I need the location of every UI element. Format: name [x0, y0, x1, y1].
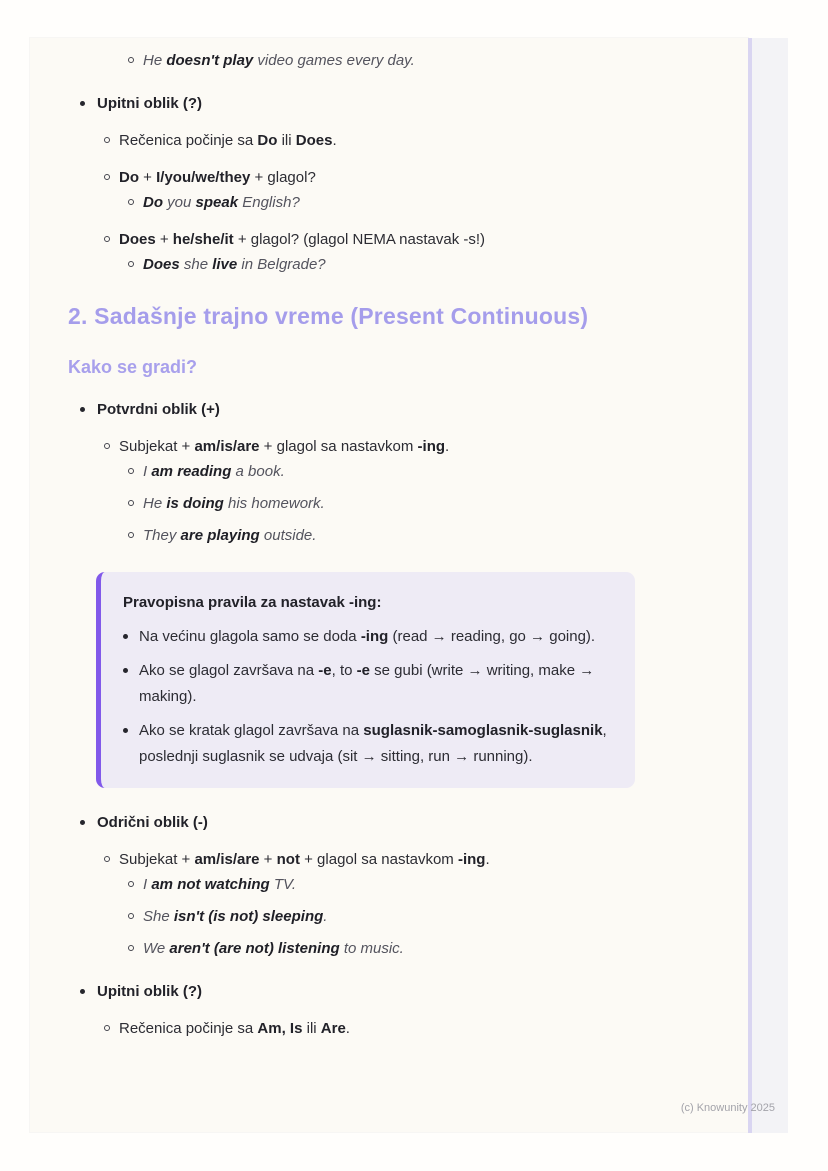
bullet-text: Potvrdni oblik (+) — [97, 401, 220, 418]
bullet-dot-icon — [80, 101, 85, 106]
callout-item — [123, 658, 609, 710]
bullet-dot-icon — [123, 668, 128, 673]
example-text: She isn't (is not) sleeping. — [143, 908, 328, 925]
bullet-circle-icon — [128, 945, 134, 951]
callout-title: Pravopisna pravila za nastavak -ing: — [123, 594, 382, 611]
rule-text: Does + he/she/it + glagol? (glagol NEMA nastavak -s!) — [119, 231, 486, 248]
bullet-dot-icon — [123, 634, 128, 639]
rule-subjekat-formula — [104, 436, 706, 457]
rule-recenica-do-does — [104, 130, 706, 151]
example-text: We aren't (are not) listening to music. — [143, 940, 404, 957]
callout-item — [123, 624, 609, 650]
example-text: He is doing his homework. — [143, 495, 325, 512]
subheading-kako-se-gradi: Kako se gradi? — [68, 357, 198, 377]
bullet-circle-icon — [104, 236, 110, 242]
bullet-circle-icon — [128, 913, 134, 919]
copyright-watermark: (c) Knowunity 2025 — [680, 1102, 775, 1114]
example-arent-listening — [128, 938, 706, 959]
bullet-text: Upitni oblik (?) — [97, 95, 202, 112]
document-content — [30, 38, 748, 1039]
bullet-circle-icon — [104, 1025, 110, 1031]
bullet-circle-icon — [104, 856, 110, 862]
example-text: Does she live in Belgrade? — [143, 256, 326, 273]
bullet-circle-icon — [128, 199, 134, 205]
callout-item-text: Ako se glagol završava na -e, to -e se gubi (write → writing, make → making). — [139, 662, 595, 705]
example-text: I am reading a book. — [143, 463, 285, 480]
bullet-text: Upitni oblik (?) — [97, 983, 202, 1000]
bullet-dot-icon — [123, 728, 128, 733]
example-text: Do you speak English? — [143, 194, 300, 211]
rule-do-formula — [104, 167, 706, 188]
section-heading-present-continuous: 2. Sadašnje trajno vreme (Present Continuous) — [68, 303, 589, 329]
example-does-live — [128, 254, 706, 275]
callout-item-text: Ako se kratak glagol završava na suglasnik-samoglasnik-suglasnik, poslednji suglasnik se udvaja (sit → sitting, run → running). — [139, 722, 607, 765]
bullet-dot-icon — [80, 820, 85, 825]
rule-does-formula — [104, 229, 706, 250]
bullet-circle-icon — [104, 174, 110, 180]
example-am-reading — [128, 461, 706, 482]
example-text: They are playing outside. — [143, 527, 317, 544]
example-doesnt-play — [128, 50, 706, 71]
rule-subjekat-not-formula — [104, 849, 706, 870]
bullet-circle-icon — [128, 500, 134, 506]
bullet-circle-icon — [104, 137, 110, 143]
example-isnt-sleeping — [128, 906, 706, 927]
callout-item — [123, 718, 609, 770]
bullet-text: Odrični oblik (-) — [97, 814, 208, 831]
rule-recenica-am-is-are — [104, 1018, 706, 1039]
example-text: I am not watching TV. — [143, 876, 297, 893]
document-page — [30, 38, 748, 1132]
callout-item-text: Na većinu glagola samo se doda -ing (read → reading, go → going). — [139, 628, 596, 645]
bullet-dot-icon — [80, 407, 85, 412]
example-text: He doesn't play video games every day. — [143, 52, 415, 69]
bullet-circle-icon — [104, 443, 110, 449]
rule-text: Do + I/you/we/they + glagol? — [119, 169, 316, 186]
bullet-upitni-oblik-1 — [68, 93, 706, 114]
scrollbar-rail — [748, 38, 788, 1133]
example-do-speak — [128, 192, 706, 213]
bullet-circle-icon — [128, 532, 134, 538]
example-is-doing — [128, 493, 706, 514]
example-not-watching — [128, 874, 706, 895]
callout-box — [96, 572, 635, 788]
bullet-potvrdni-oblik — [68, 399, 706, 420]
bullet-odricni-oblik — [68, 812, 706, 833]
bullet-circle-icon — [128, 881, 134, 887]
bullet-dot-icon — [80, 989, 85, 994]
rule-text: Subjekat + am/is/are + not + glagol sa nastavkom -ing. — [119, 851, 490, 868]
example-are-playing — [128, 525, 706, 546]
bullet-circle-icon — [128, 468, 134, 474]
bullet-upitni-oblik-2 — [68, 981, 706, 1002]
rule-text: Rečenica počinje sa Do ili Does. — [119, 132, 337, 149]
bullet-circle-icon — [128, 57, 134, 63]
rule-text: Rečenica počinje sa Am, Is ili Are. — [119, 1020, 350, 1037]
bullet-circle-icon — [128, 261, 134, 267]
scrollbar-thumb[interactable] — [748, 38, 752, 1133]
rule-text: Subjekat + am/is/are + glagol sa nastavkom -ing. — [119, 438, 450, 455]
